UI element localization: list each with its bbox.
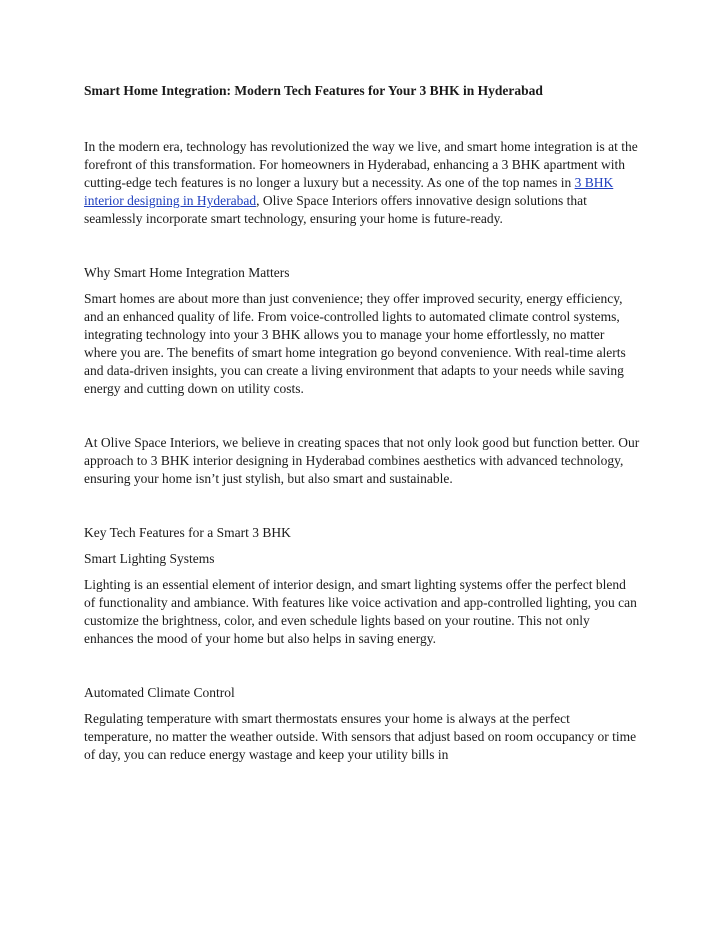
document-body: [84, 82, 640, 764]
interior-design-link[interactable]: 3 BHK interior designing in Hyderabad: [84, 175, 614, 208]
subheading-smart-lighting: Smart Lighting Systems: [84, 551, 215, 566]
why-smart-home-paragraph: Smart homes are about more than just convenience; they offer improved security, energy efficiency, and an enhanced quality of life. From voice-controlled lights to automated climate control systems, integrating technology into your 3 BHK allows you to manage your home effortlessly, no matter where you are. The benefits of smart home integration go beyond convenience. With real-time alerts and data-driven insights, you can create a living environment that adapts to your needs while saving energy and cutting down on utility costs.: [84, 291, 626, 396]
section-heading-why-smart-home: Why Smart Home Integration Matters: [84, 265, 290, 280]
intro-text-after-link: , Olive Space Interiors offers innovative design solutions that seamlessly incorporate smart technology, ensuring your home is future-ready.: [84, 193, 587, 226]
climate-control-paragraph: Regulating temperature with smart thermostats ensures your home is always at the perfect temperature, no matter the weather outside. With sensors that adjust based on room occupancy or time of day, you can reduce energy wastage and keep your utility bills in: [84, 711, 637, 762]
intro-text-before-link: In the modern era, technology has revolutionized the way we live, and smart home integration is at the forefront of this transformation. For homeowners in Hyderabad, enhancing a 3 BHK apartment with cutting-edge tech features is no longer a luxury but a necessity. As one of the top names in: [84, 139, 638, 190]
subheading-climate-control: Automated Climate Control: [84, 685, 235, 700]
document-title: Smart Home Integration: Modern Tech Features for Your 3 BHK in Hyderabad: [84, 83, 543, 98]
section-heading-key-tech-features: Key Tech Features for a Smart 3 BHK: [84, 525, 291, 540]
olive-space-paragraph: At Olive Space Interiors, we believe in creating spaces that not only look good but function better. Our approach to 3 BHK interior designing in Hyderabad combines aesthetics with advanced technology, ensuring your home isn’t just stylish, but also smart and sustainable.: [84, 435, 640, 486]
intro-paragraph: [84, 138, 640, 228]
smart-lighting-paragraph: Lighting is an essential element of interior design, and smart lighting systems offer the perfect blend of functionality and ambiance. With features like voice activation and app-controlled lighting, you can customize the brightness, color, and even schedule lights based on your routine. This not only enhances the mood of your home but also helps in saving energy.: [84, 577, 637, 646]
